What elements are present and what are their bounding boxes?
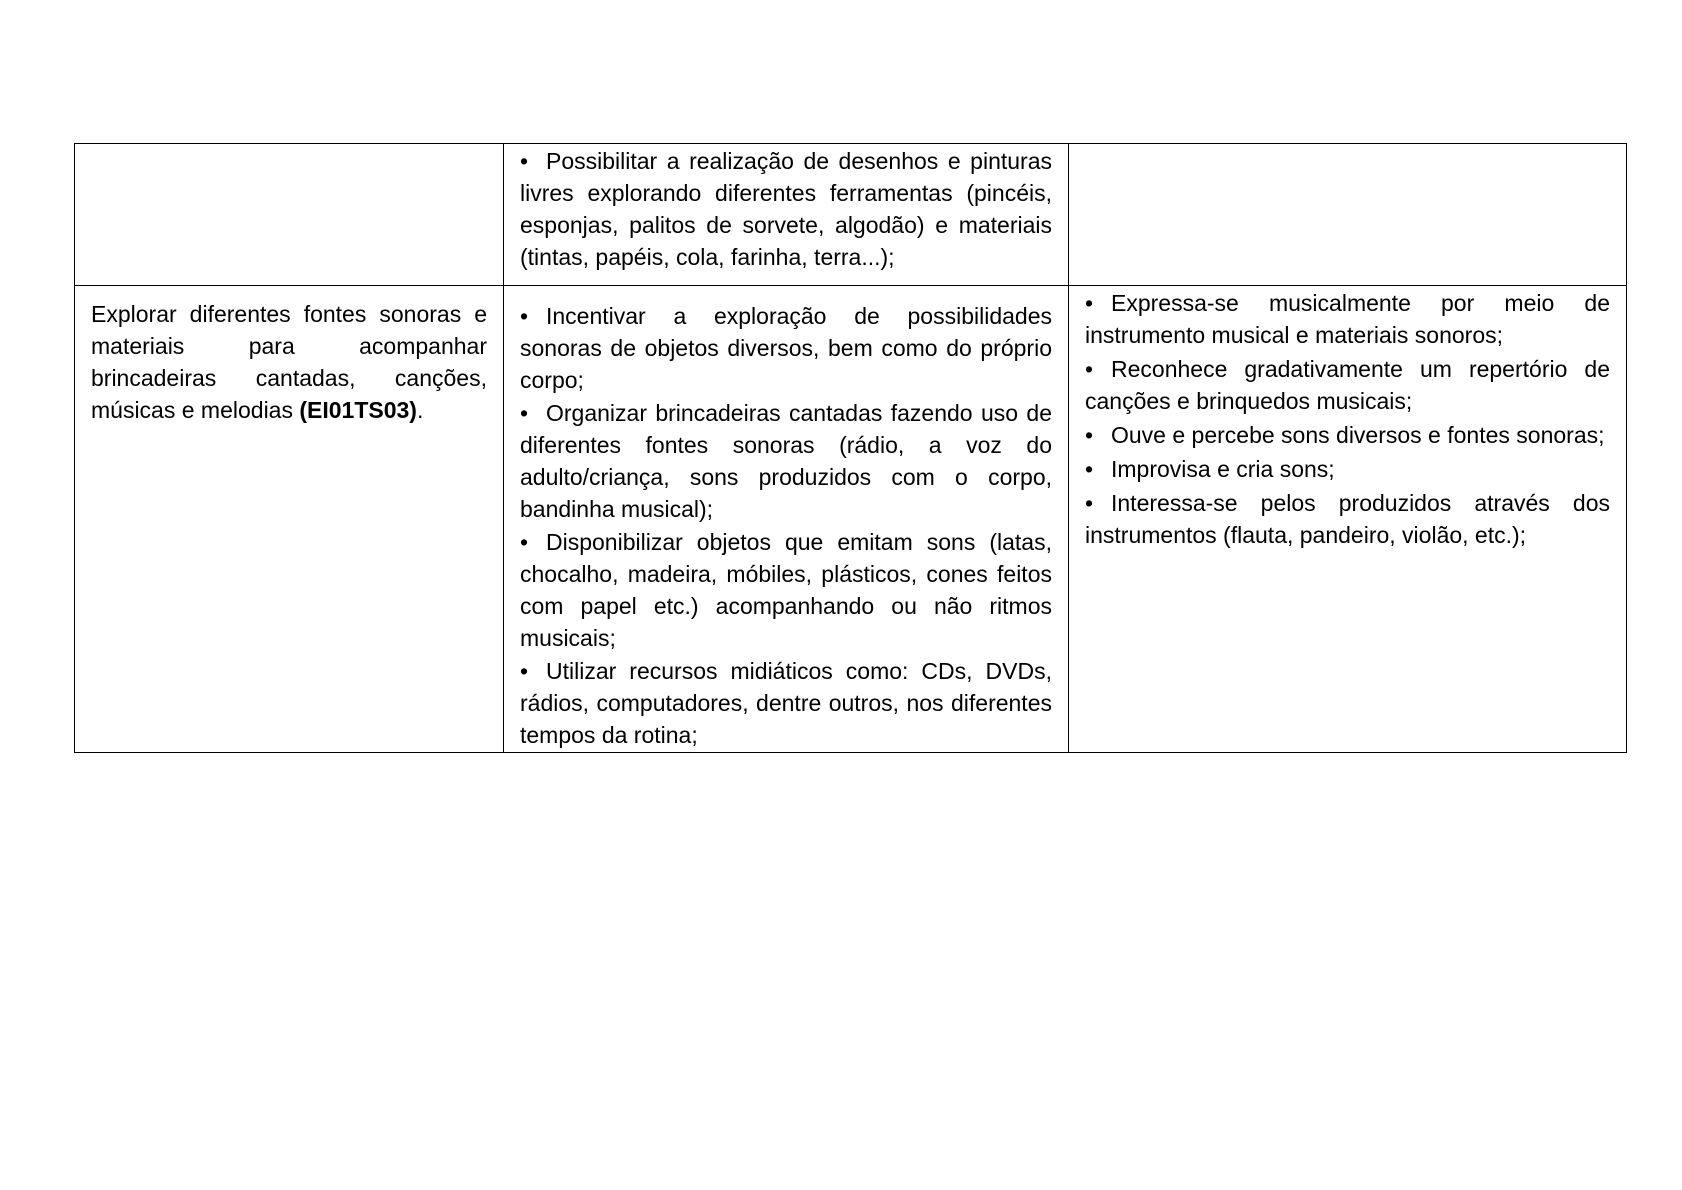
list-item [520,526,1052,654]
bullet-icon: • [520,658,529,684]
objective-text: Explorar diferentes fontes sonoras e materiais para acompanhar brincadeiras cantadas, canções, músicas e melodias [91,301,487,423]
list-item-text: Ouve e percebe sons diversos e fontes sonoras; [1111,422,1605,448]
bullet-icon: • [1085,290,1094,316]
cell-text [91,286,487,426]
list-item-text: Disponibilizar objetos que emitam sons (latas, chocalho, madeira, móbiles, plásticos, cones feitos com papel etc.) acompanhando ou não ritmos musicais; [520,529,1052,651]
table-cell-strategies [504,144,1069,286]
list-item [520,655,1052,751]
list-item [1085,487,1610,551]
bullet-icon: • [520,529,529,555]
list-item-text: Reconhece gradativamente um repertório de canções e brinquedos musicais; [1085,356,1610,414]
table-cell-objective [75,144,504,286]
table-row [75,144,1627,286]
cell-text [1085,286,1610,551]
bullet-icon: • [520,303,529,329]
list-item-text: Improvisa e cria sons; [1111,456,1335,482]
list-item [1085,419,1610,451]
list-item-text: Utilizar recursos midiáticos como: CDs, DVDs, rádios, computadores, dentre outros, nos diferentes tempos da rotina; [520,658,1052,748]
list-item [1085,453,1610,485]
content-table [74,143,1627,753]
list-item-text: Incentivar a exploração de possibilidades sonoras de objetos diversos, bem como do próprio corpo; [520,303,1052,393]
table-cell-strategies [504,286,1069,753]
list-item [520,300,1052,396]
bullet-icon: • [1085,456,1094,482]
objective-code: (EI01TS03) [299,397,417,423]
list-item-text: Organizar brincadeiras cantadas fazendo uso de diferentes fontes sonoras (rádio, a voz do adulto/criança, sons produzidos com o corpo, bandinha musical); [520,400,1052,522]
list-item [520,145,1052,273]
table-row [75,286,1627,753]
list-item-text: Expressa-se musicalmente por meio de instrumento musical e materiais sonoros; [1085,290,1610,348]
bullet-icon: • [1085,490,1094,516]
list-item [1085,353,1610,417]
cell-text [520,286,1052,751]
objective-end: . [416,397,424,423]
bullet-icon: • [520,400,529,426]
table-cell-learning [1069,286,1627,753]
table-cell-objective [75,286,504,753]
list-item [1085,287,1610,351]
bullet-icon: • [520,148,529,174]
bullet-icon: • [1085,422,1094,448]
list-item-text: Interessa-se pelos produzidos através dos instrumentos (flauta, pandeiro, violão, etc.); [1085,490,1610,548]
list-item-text: Possibilitar a realização de desenhos e pinturas livres explorando diferentes ferramentas (pincéis, esponjas, palitos de sorvete, algodão) e materiais (tintas, papéis, cola, farinha, terra...); [520,148,1052,270]
cell-text [520,144,1052,273]
list-item [520,397,1052,525]
bullet-icon: • [1085,356,1094,382]
table-cell-learning [1069,144,1627,286]
